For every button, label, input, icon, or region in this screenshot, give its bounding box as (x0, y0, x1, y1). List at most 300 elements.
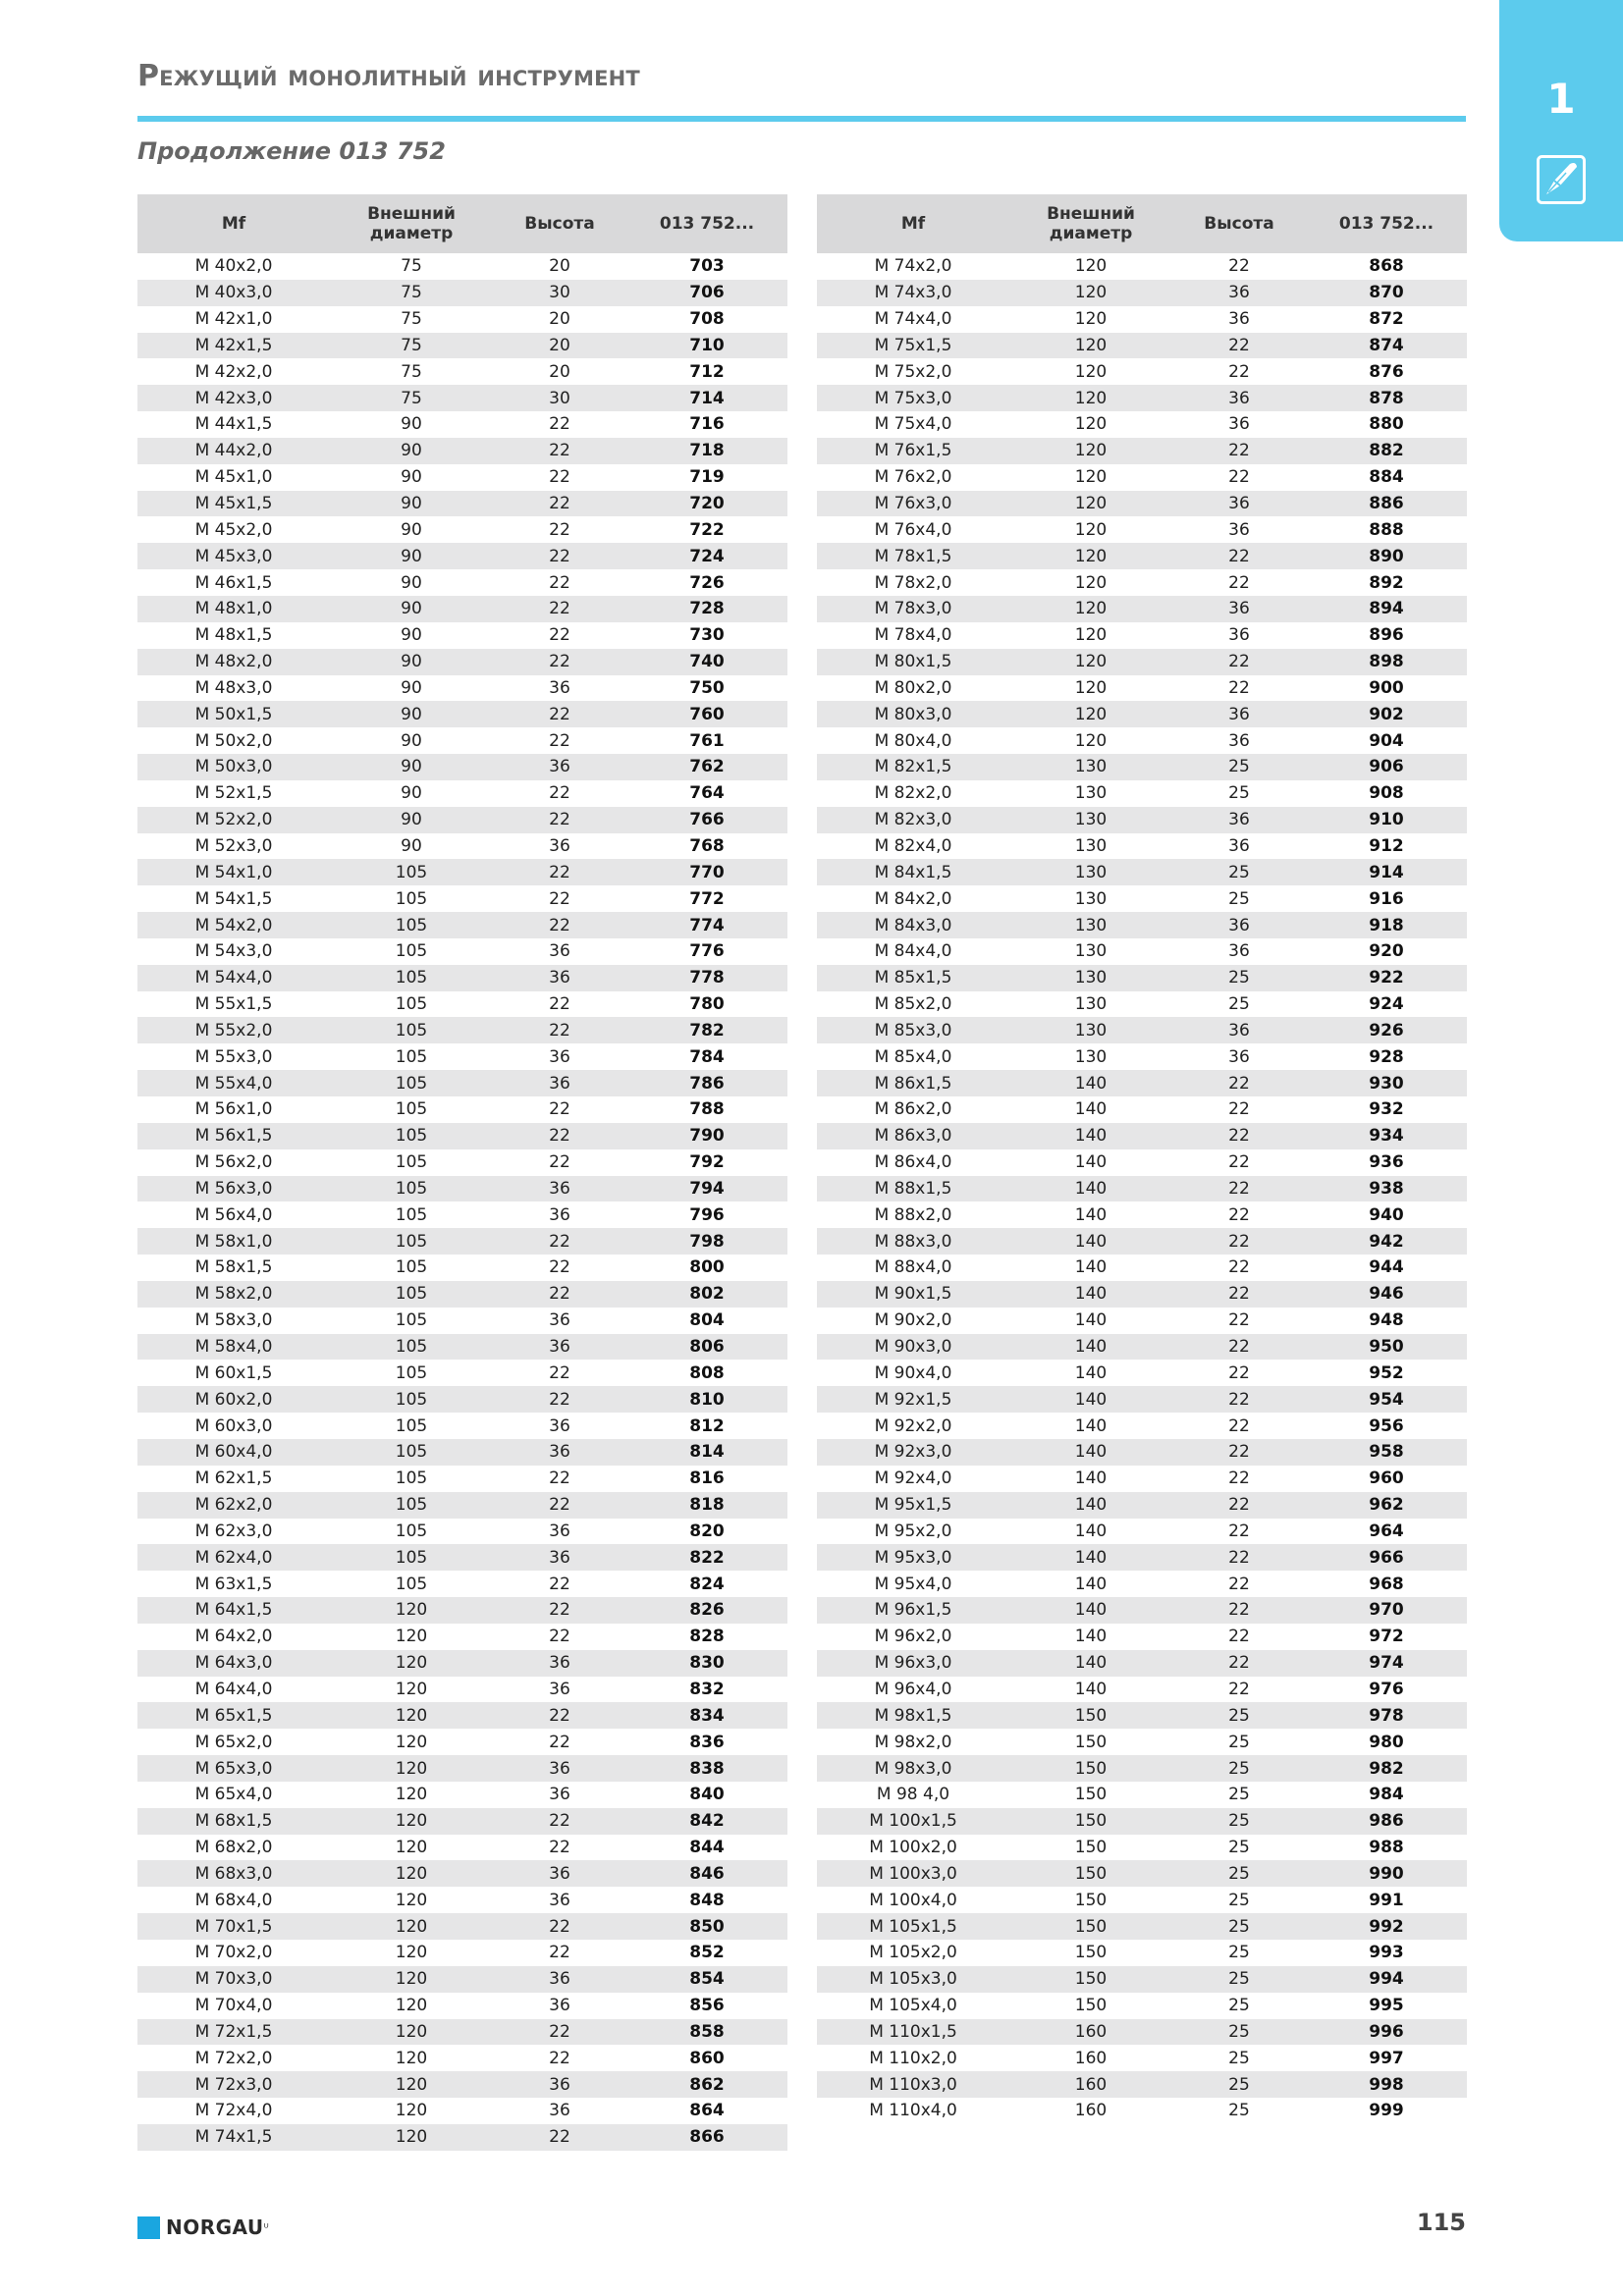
cell-article: 774 (626, 912, 787, 938)
cell-thread: M 90x1,5 (817, 1281, 1009, 1308)
cell-thread: M 40x2,0 (194, 256, 273, 277)
cell-height: 22 (493, 807, 626, 833)
cell-height: 30 (493, 385, 626, 411)
cell-height: 22 (493, 1386, 626, 1413)
table-row (817, 1386, 1467, 1413)
cell-outer-diameter: 140 (1009, 1544, 1172, 1571)
table-row (817, 333, 1467, 359)
cell-height: 22 (549, 1099, 570, 1120)
cell-thread: M 100x3,0 (817, 1860, 1009, 1887)
cell-thread: M 92x4,0 (874, 1468, 952, 1489)
cell-thread: M 90x4,0 (874, 1362, 952, 1383)
table-header-row (817, 194, 1467, 253)
cell-article: 890 (1306, 543, 1467, 569)
cell-article: 984 (1369, 1785, 1404, 1805)
column-header-outer-diameter: Внешний диаметр (330, 194, 493, 253)
table-row (137, 701, 787, 727)
table-row (137, 938, 787, 965)
cell-thread: M 76x2,0 (874, 467, 952, 488)
cell-article: 932 (1369, 1099, 1404, 1120)
cell-height: 22 (1228, 572, 1250, 593)
cell-article: 804 (689, 1310, 725, 1331)
cell-height: 22 (549, 994, 570, 1015)
cell-article: 842 (626, 1808, 787, 1835)
cell-thread: M 54x4,0 (137, 965, 330, 991)
table-row (137, 1176, 787, 1202)
cell-outer-diameter: 140 (1009, 1070, 1172, 1096)
page-title: Режущий монолитный инструмент (137, 59, 640, 93)
cell-thread: M 86x1,5 (817, 1070, 1009, 1096)
cell-thread: M 110x4,0 (869, 2101, 957, 2121)
cell-height: 22 (1172, 333, 1306, 359)
table-body-right (817, 253, 1467, 2124)
cell-height: 20 (549, 309, 570, 330)
table-row (137, 1755, 787, 1782)
cell-thread: M 55x3,0 (194, 1046, 273, 1067)
cell-thread: M 98x2,0 (874, 1732, 952, 1752)
cell-article: 770 (626, 859, 787, 885)
cell-thread: M 78x3,0 (817, 596, 1009, 622)
cell-height: 22 (1228, 1468, 1250, 1489)
cell-thread: M 92x1,5 (817, 1386, 1009, 1413)
cell-thread: M 68x3,0 (137, 1860, 330, 1887)
brand-square-icon (137, 2216, 160, 2239)
cell-article: 958 (1306, 1439, 1467, 1466)
table-row (137, 1308, 787, 1334)
cell-outer-diameter: 90 (330, 649, 493, 675)
table-row (817, 1940, 1467, 1966)
cell-thread: M 48x3,0 (194, 677, 273, 698)
table-row (817, 464, 1467, 491)
cell-height: 22 (549, 519, 570, 540)
cell-height: 22 (493, 2019, 626, 2046)
cell-thread: M 76x1,5 (817, 438, 1009, 464)
column-header-article: 013 752... (626, 194, 787, 253)
table-row (817, 1677, 1467, 1703)
cell-article: 720 (626, 491, 787, 517)
cell-article: 988 (1369, 1838, 1404, 1858)
table-row (137, 1492, 787, 1519)
cell-thread: M 60x2,0 (137, 1386, 330, 1413)
cell-thread: M 64x2,0 (194, 1627, 273, 1647)
table-row (137, 780, 787, 807)
table-row (137, 1571, 787, 1597)
cell-outer-diameter: 120 (395, 2101, 428, 2121)
cell-outer-diameter: 120 (1009, 333, 1172, 359)
cell-thread: M 65x2,0 (194, 1732, 273, 1752)
table-row (137, 464, 787, 491)
cell-article: 714 (626, 385, 787, 411)
cell-outer-diameter: 150 (1074, 1890, 1108, 1910)
table-row (137, 2124, 787, 2151)
cell-thread: M 90x2,0 (874, 1310, 952, 1331)
cell-article: 724 (626, 543, 787, 569)
table-row (137, 1808, 787, 1835)
cell-thread: M 68x4,0 (194, 1890, 273, 1910)
cell-article: 886 (1306, 491, 1467, 517)
table-row (137, 1650, 787, 1677)
table-row (137, 2098, 787, 2124)
cell-height: 25 (1228, 1732, 1250, 1752)
table-row (137, 1887, 787, 1913)
cell-article: 952 (1369, 1362, 1404, 1383)
cell-height: 22 (493, 1228, 626, 1255)
cell-height: 22 (549, 1838, 570, 1858)
cell-article: 994 (1306, 1966, 1467, 1993)
cell-thread: M 82x2,0 (874, 783, 952, 804)
table-row (137, 1597, 787, 1624)
cell-outer-diameter: 130 (1074, 888, 1108, 909)
cell-outer-diameter: 120 (1074, 730, 1108, 751)
table-row (817, 1702, 1467, 1729)
cell-outer-diameter: 120 (1074, 625, 1108, 646)
cell-article: 850 (626, 1913, 787, 1940)
cell-article: 856 (689, 1996, 725, 2016)
cell-thread: M 55x1,5 (194, 994, 273, 1015)
cell-height: 25 (1228, 2101, 1250, 2121)
cell-height: 36 (1228, 941, 1250, 962)
cell-article: 980 (1369, 1732, 1404, 1752)
cell-article: 802 (626, 1281, 787, 1308)
cell-height: 36 (493, 1966, 626, 1993)
cell-article: 822 (626, 1544, 787, 1571)
cell-article: 997 (1369, 2048, 1404, 2068)
cell-article: 878 (1306, 385, 1467, 411)
cell-height: 36 (549, 1890, 570, 1910)
cell-height: 22 (549, 1574, 570, 1594)
cell-height: 22 (549, 1468, 570, 1489)
cell-thread: M 54x1,0 (137, 859, 330, 885)
cell-outer-diameter: 120 (330, 1597, 493, 1624)
cell-height: 20 (493, 333, 626, 359)
cell-article: 784 (689, 1046, 725, 1067)
cell-article: 780 (689, 994, 725, 1015)
table-row (137, 1281, 787, 1308)
cell-thread: M 75x2,0 (874, 361, 952, 382)
column-header-height: Высота (493, 194, 626, 253)
cell-outer-diameter: 120 (395, 1785, 428, 1805)
cell-outer-diameter: 105 (330, 912, 493, 938)
cell-article: 706 (626, 280, 787, 306)
cell-article: 976 (1369, 1679, 1404, 1699)
cell-article: 830 (626, 1650, 787, 1677)
table-row (817, 1255, 1467, 1281)
cell-thread: M 72x4,0 (194, 2101, 273, 2121)
cell-height: 30 (493, 280, 626, 306)
cell-outer-diameter: 105 (395, 1099, 428, 1120)
cell-article: 880 (1369, 414, 1404, 435)
table-row (137, 807, 787, 833)
cell-outer-diameter: 105 (395, 1152, 428, 1173)
cell-outer-diameter: 105 (330, 1334, 493, 1361)
cell-thread: M 44x1,5 (194, 414, 273, 435)
cell-height: 25 (1172, 1913, 1306, 1940)
cell-height: 22 (549, 625, 570, 646)
cell-thread: M 50x2,0 (194, 730, 273, 751)
table-row (137, 1966, 787, 1993)
cell-height: 36 (1172, 701, 1306, 727)
cell-outer-diameter: 105 (330, 1017, 493, 1043)
cell-outer-diameter: 150 (1009, 1755, 1172, 1782)
cell-article: 956 (1369, 1415, 1404, 1436)
table-row (817, 649, 1467, 675)
cell-article: 914 (1306, 859, 1467, 885)
cell-height: 22 (1228, 467, 1250, 488)
cell-height: 36 (549, 1310, 570, 1331)
cell-outer-diameter: 90 (401, 730, 422, 751)
cell-thread: M 82x1,5 (817, 754, 1009, 780)
cell-outer-diameter: 120 (395, 1732, 428, 1752)
cell-height: 25 (1172, 965, 1306, 991)
table-row (137, 333, 787, 359)
cell-outer-diameter: 150 (1074, 1996, 1108, 2016)
cell-thread: M 105x4,0 (869, 1996, 957, 2016)
cell-outer-diameter: 120 (1009, 385, 1172, 411)
cell-outer-diameter: 105 (330, 1228, 493, 1255)
cell-thread: M 72x3,0 (137, 2071, 330, 2098)
cell-thread: M 78x1,5 (817, 543, 1009, 569)
table-row (817, 1913, 1467, 1940)
cell-outer-diameter: 90 (401, 414, 422, 435)
cell-outer-diameter: 90 (401, 519, 422, 540)
cell-article: 946 (1306, 1281, 1467, 1308)
cell-outer-diameter: 120 (330, 2019, 493, 2046)
cell-height: 36 (493, 1650, 626, 1677)
cell-thread: M 84x1,5 (817, 859, 1009, 885)
cell-thread: M 86x4,0 (874, 1152, 952, 1173)
cell-outer-diameter: 105 (395, 1204, 428, 1225)
table-row (817, 1228, 1467, 1255)
cell-article: 986 (1306, 1808, 1467, 1835)
cell-outer-diameter: 120 (1009, 596, 1172, 622)
cell-height: 22 (549, 1627, 570, 1647)
cell-height: 22 (549, 730, 570, 751)
cell-outer-diameter: 75 (330, 333, 493, 359)
cell-outer-diameter: 90 (330, 754, 493, 780)
section-tab[interactable] (1499, 0, 1623, 241)
cell-thread: M 80x2,0 (874, 677, 952, 698)
cell-thread: M 44x2,0 (137, 438, 330, 464)
cell-thread: M 85x1,5 (817, 965, 1009, 991)
cell-thread: M 86x2,0 (874, 1099, 952, 1120)
cell-thread: M 70x1,5 (137, 1913, 330, 1940)
cell-outer-diameter: 75 (401, 256, 422, 277)
table-body-left (137, 253, 787, 2151)
cell-outer-diameter: 130 (1009, 754, 1172, 780)
cell-article: 840 (689, 1785, 725, 1805)
cell-outer-diameter: 140 (1009, 1650, 1172, 1677)
cell-outer-diameter: 105 (330, 965, 493, 991)
cell-height: 22 (1228, 1099, 1250, 1120)
table-row (817, 1201, 1467, 1228)
cell-outer-diameter: 130 (1009, 1017, 1172, 1043)
cell-article: 936 (1369, 1152, 1404, 1173)
cell-article: 800 (689, 1257, 725, 1278)
cell-height: 36 (1172, 596, 1306, 622)
table-row (817, 1519, 1467, 1545)
cell-article: 960 (1369, 1468, 1404, 1489)
cell-article: 808 (689, 1362, 725, 1383)
cell-height: 22 (549, 1732, 570, 1752)
cell-height: 22 (493, 859, 626, 885)
cell-article: 972 (1369, 1627, 1404, 1647)
cell-outer-diameter: 140 (1009, 1492, 1172, 1519)
table-row (137, 491, 787, 517)
cell-thread: M 60x3,0 (194, 1415, 273, 1436)
cell-outer-diameter: 140 (1074, 1152, 1108, 1173)
cell-thread: M 82x4,0 (874, 835, 952, 856)
cell-article: 848 (689, 1890, 725, 1910)
cell-article: 888 (1369, 519, 1404, 540)
cell-article: 832 (689, 1679, 725, 1699)
cell-article: 908 (1369, 783, 1404, 804)
cell-outer-diameter: 150 (1009, 1860, 1172, 1887)
column-header-height: Высота (1172, 194, 1306, 253)
table-row (137, 1201, 787, 1228)
cell-outer-diameter: 140 (1009, 1386, 1172, 1413)
table-row (137, 965, 787, 991)
cell-thread: M 88x4,0 (874, 1257, 952, 1278)
cell-article: 924 (1369, 994, 1404, 1015)
cell-height: 25 (1228, 1838, 1250, 1858)
cell-article: 726 (689, 572, 725, 593)
cell-outer-diameter: 90 (330, 491, 493, 517)
table-row (137, 1860, 787, 1887)
cell-height: 22 (493, 1281, 626, 1308)
cell-article: 860 (689, 2048, 725, 2068)
cell-outer-diameter: 140 (1074, 1257, 1108, 1278)
cell-thread: M 96x4,0 (874, 1679, 952, 1699)
cell-thread: M 88x3,0 (817, 1228, 1009, 1255)
cell-article: 766 (626, 807, 787, 833)
cell-article: 820 (689, 1521, 725, 1541)
page-subtitle: Продолжение 013 752 (137, 137, 446, 165)
cell-thread: M 42x3,0 (137, 385, 330, 411)
cell-thread: M 84x4,0 (874, 941, 952, 962)
cell-outer-diameter: 140 (1074, 1679, 1108, 1699)
cell-outer-diameter: 150 (1074, 1732, 1108, 1752)
cell-thread: M 58x3,0 (194, 1310, 273, 1331)
cell-thread: M 75x1,5 (817, 333, 1009, 359)
table-row (817, 754, 1467, 780)
cell-article: 993 (1369, 1943, 1404, 1963)
cell-height: 22 (1172, 438, 1306, 464)
table-row (137, 1677, 787, 1703)
cell-outer-diameter: 150 (1009, 1702, 1172, 1729)
cell-outer-diameter: 105 (395, 1521, 428, 1541)
table-row (137, 1360, 787, 1386)
cell-thread: M 50x1,5 (137, 701, 330, 727)
cell-height: 22 (493, 912, 626, 938)
cell-outer-diameter: 105 (395, 888, 428, 909)
table-row (137, 1624, 787, 1650)
cell-outer-diameter: 130 (1009, 859, 1172, 885)
cell-height: 22 (1228, 1362, 1250, 1383)
table-row (137, 1334, 787, 1361)
cell-outer-diameter: 120 (395, 1679, 428, 1699)
cell-height: 22 (549, 1152, 570, 1173)
cell-height: 36 (1228, 309, 1250, 330)
cell-height: 25 (1172, 1702, 1306, 1729)
cell-article: 846 (626, 1860, 787, 1887)
column-header-article: 013 752... (1306, 194, 1467, 253)
cell-outer-diameter: 120 (330, 1913, 493, 1940)
table-row (817, 1043, 1467, 1070)
cell-thread: M 52x2,0 (137, 807, 330, 833)
cell-thread: M 65x4,0 (194, 1785, 273, 1805)
cell-article: 918 (1306, 912, 1467, 938)
cell-article: 810 (626, 1386, 787, 1413)
cell-outer-diameter: 130 (1009, 965, 1172, 991)
cell-height: 22 (1172, 1334, 1306, 1361)
cell-article: 782 (626, 1017, 787, 1043)
table-row (817, 1782, 1467, 1808)
cell-thread: M 92x2,0 (874, 1415, 952, 1436)
table-row (817, 596, 1467, 622)
cell-thread: M 95x2,0 (874, 1521, 952, 1541)
table-row (817, 1571, 1467, 1597)
cell-thread: M 95x4,0 (874, 1574, 952, 1594)
cell-height: 22 (549, 1257, 570, 1278)
cell-article: 930 (1306, 1070, 1467, 1096)
table-row (817, 1176, 1467, 1202)
cell-thread: M 98x1,5 (817, 1702, 1009, 1729)
cell-height: 36 (549, 1996, 570, 2016)
cell-thread: M 100x1,5 (817, 1808, 1009, 1835)
cell-thread: M 74x2,0 (874, 256, 952, 277)
cell-height: 22 (549, 572, 570, 593)
cell-height: 22 (493, 543, 626, 569)
cell-outer-diameter: 150 (1009, 1808, 1172, 1835)
cell-outer-diameter: 105 (330, 1492, 493, 1519)
cell-thread: M 55x2,0 (137, 1017, 330, 1043)
cell-outer-diameter: 130 (1074, 835, 1108, 856)
cell-outer-diameter: 120 (330, 1966, 493, 1993)
table-row (137, 516, 787, 543)
cell-height: 22 (1228, 1574, 1250, 1594)
table-row (817, 1439, 1467, 1466)
cell-thread: M 88x1,5 (817, 1176, 1009, 1202)
cell-thread: M 74x4,0 (874, 309, 952, 330)
cell-height: 36 (493, 1334, 626, 1361)
table-row (137, 438, 787, 464)
table-row (137, 411, 787, 438)
cell-article: 812 (689, 1415, 725, 1436)
cell-article: 910 (1306, 807, 1467, 833)
cell-thread: M 45x1,0 (194, 467, 273, 488)
cell-thread: M 42x1,5 (137, 333, 330, 359)
cell-article: 806 (626, 1334, 787, 1361)
cell-article: 870 (1306, 280, 1467, 306)
cell-thread: M 88x2,0 (874, 1204, 952, 1225)
table-row (137, 1729, 787, 1755)
title-rule (137, 116, 1466, 122)
cell-height: 36 (1228, 1046, 1250, 1067)
cell-height: 22 (549, 783, 570, 804)
table-row (817, 1729, 1467, 1755)
cell-outer-diameter: 105 (330, 1439, 493, 1466)
cell-outer-diameter: 90 (401, 783, 422, 804)
table-row (817, 2019, 1467, 2046)
cell-height: 22 (1172, 1650, 1306, 1677)
cell-outer-diameter: 105 (395, 994, 428, 1015)
cell-thread: M 64x3,0 (137, 1650, 330, 1677)
table-row (137, 1439, 787, 1466)
table-row (137, 1413, 787, 1439)
cell-thread: M 58x1,5 (194, 1257, 273, 1278)
cell-thread: M 78x4,0 (874, 625, 952, 646)
table-row (137, 1043, 787, 1070)
